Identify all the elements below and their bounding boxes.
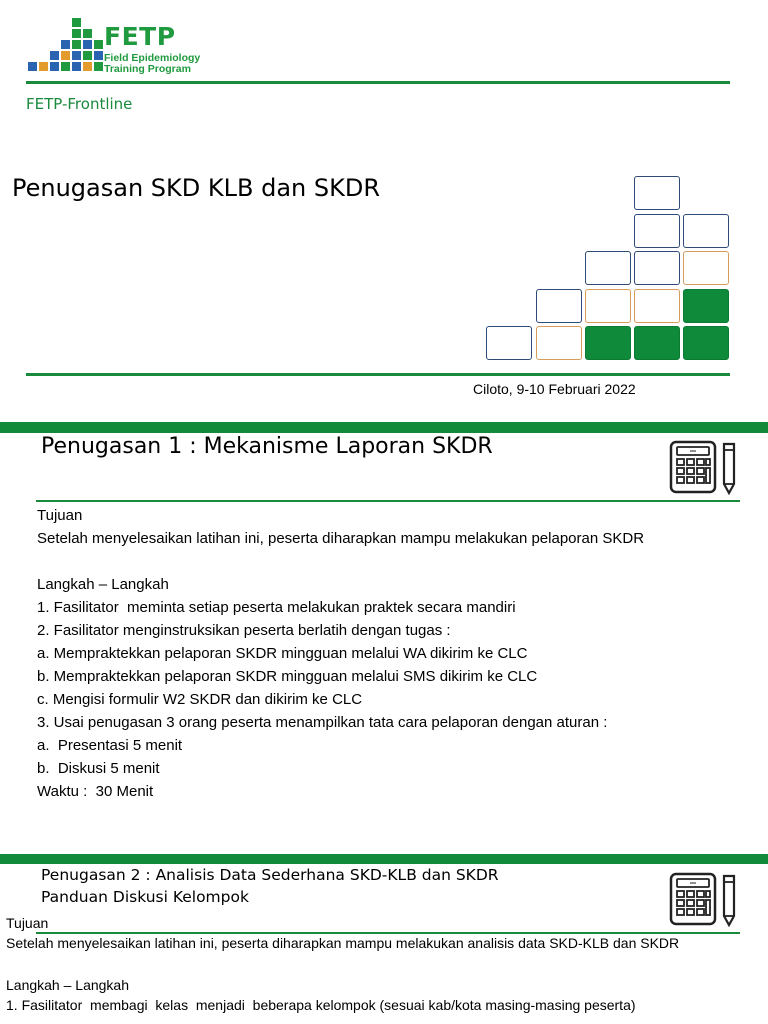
body-line: 3. Usai penugasan 3 orang peserta menampilkan tata cara pelaporan dengan aturan : [37, 714, 608, 731]
slide2-title: Penugasan 1 : Mekanisme Laporan SKDR [41, 434, 493, 459]
body-line: Langkah – Langkah [6, 977, 129, 993]
calculator-pencil-icon [668, 440, 742, 496]
body-line: 1. Fasilitator meminta setiap peserta melakukan praktek secara mandiri [37, 599, 516, 616]
logo-subtitle-line2: Training Program [104, 63, 191, 75]
body-line [6, 953, 679, 975]
body-line: Setelah menyelesaikan latihan ini, peserta diharapkan mampu melakukan pelaporan SKDR [37, 530, 645, 547]
slide2-body [37, 504, 644, 803]
event-date: Ciloto, 9-10 Februari 2022 [473, 381, 636, 397]
logo-subtitle-line1: Field Epidemiology [104, 52, 201, 64]
body-line: Waktu : 30 Menit [37, 783, 154, 800]
slide3-top-bar [0, 854, 768, 864]
body-line: Tujuan [37, 507, 83, 524]
body-line: a. Mempraktekkan pelaporan SKDR mingguan melalui WA dikirim ke CLC [37, 645, 528, 662]
slide1-title: Penugasan SKD KLB dan SKDR [12, 174, 380, 202]
body-line: 2. Fasilitator menginstruksikan peserta berlatih dengan tugas : [37, 622, 451, 639]
body-line: c. Mengisi formulir W2 SKDR dan dikirim ke CLC [37, 691, 363, 708]
logo-wordmark: FETP [104, 22, 176, 51]
slide2-top-bar [0, 422, 768, 433]
footer-divider [26, 373, 730, 376]
slide2-divider [36, 500, 740, 502]
body-line: Setelah menyelesaikan latihan ini, peserta diharapkan mampu melakukan analisis data SKD-KLB dan SKDR [6, 935, 680, 951]
header-divider [26, 81, 730, 84]
body-line: Langkah – Langkah [37, 576, 169, 593]
body-line: b. Mempraktekkan pelaporan SKDR mingguan melalui SMS dikirim ke CLC [37, 668, 538, 685]
slide3-title-line1: Penugasan 2 : Analisis Data Sederhana SKD-KLB dan SKDR [41, 866, 499, 884]
slide3-title-line2: Panduan Diskusi Kelompok [41, 888, 249, 906]
body-line [37, 550, 644, 573]
slide3-body [6, 913, 679, 1015]
body-line: Tujuan [6, 915, 49, 931]
body-line: b. Diskusi 5 menit [37, 760, 160, 777]
body-line: a. Presentasi 5 menit [37, 737, 183, 754]
body-line: 1. Fasilitator membagi kelas menjadi beberapa kelompok (sesuai kab/kota masing-masing peserta) [6, 997, 636, 1013]
program-name: FETP-Frontline [26, 95, 133, 113]
